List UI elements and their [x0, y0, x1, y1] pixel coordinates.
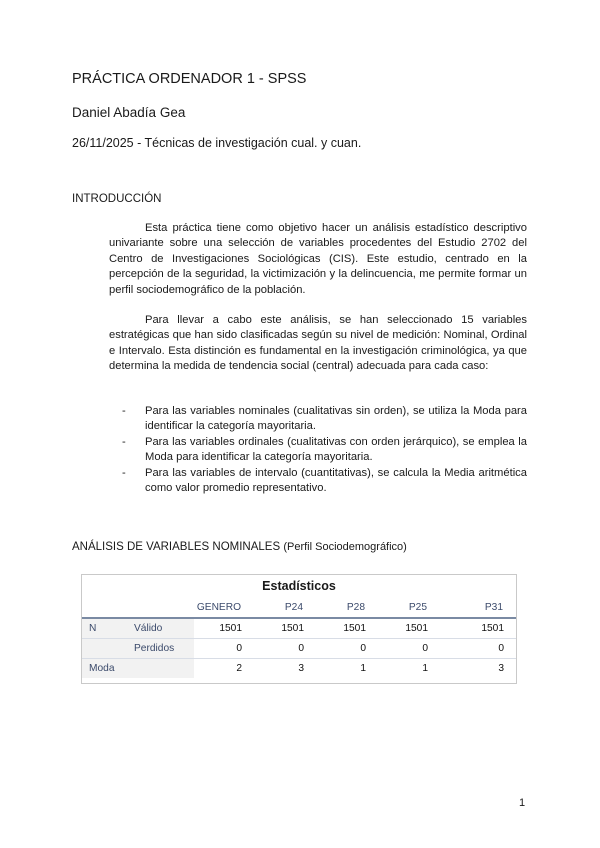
- table-cell: 0: [378, 639, 440, 659]
- column-header: P25: [408, 601, 427, 613]
- bullet-item: [122, 435, 527, 466]
- column-header: P24: [284, 601, 303, 613]
- table-header-row: [82, 597, 516, 618]
- spss-statistics-table: [81, 574, 517, 684]
- table-cell: 2: [236, 663, 242, 674]
- table-caption: Estadísticos: [262, 579, 336, 593]
- nominal-heading-sub: (Perfil Sociodemográfico): [283, 541, 407, 553]
- intro-paragraph-2: [109, 313, 527, 375]
- table-cell: 1501: [254, 618, 316, 639]
- bullet-dash: -: [122, 435, 126, 448]
- page-number: 1: [519, 797, 526, 809]
- table-cell: 0: [440, 639, 516, 659]
- bullet-text: Para las variables ordinales (cualitativas con orden jerárquico), se emplea la Moda para identificar la categoría mayoritaria.: [145, 435, 527, 464]
- table-cell: 1501: [316, 618, 378, 639]
- table-cell: 0: [254, 639, 316, 659]
- column-header: P28: [346, 601, 365, 613]
- measurement-bullet-list: [122, 404, 527, 496]
- bullet-dash: -: [122, 466, 126, 479]
- document-title: PRÁCTICA ORDENADOR 1 - SPSS: [72, 71, 307, 87]
- nominal-heading-main: ANÁLISIS DE VARIABLES NOMINALES: [72, 541, 281, 553]
- bullet-dash: -: [122, 405, 126, 417]
- bullet-item: [122, 404, 527, 435]
- nominal-analysis-heading: [72, 541, 407, 553]
- intro-paragraph-1-text: Esta práctica tiene como objetivo hacer un análisis estadístico descriptivo univariante sobre una selección de variables procedentes del Estudio 2702 del Centro de Investigaciones Sociológicas (CIS). Este estudio, centrado en la percepción de la seguridad, la victimización y la delincuencia, me permite formar un perfil sociodemográfico de la población.: [109, 222, 527, 296]
- column-header: P31: [484, 601, 503, 613]
- intro-paragraph-2-text: Para llevar a cabo este análisis, se han seleccionado 15 variables estratégicas que han sido clasificadas según su nivel de medición: Nominal, Ordinal e Intervalo. Esta distinción es fundamental en la investigación criminológica, ya que determina la medida de tendencia social (central) adecuada para cada caso:: [109, 314, 527, 373]
- row-label: Válido: [127, 618, 194, 639]
- date-line: 26/11/2025 - Técnicas de investigación cual. y cuan.: [72, 136, 362, 150]
- row-group-label: N: [82, 618, 127, 639]
- row-label: Perdidos: [127, 639, 194, 659]
- intro-paragraph-1: [109, 221, 527, 298]
- table-cell: 3: [498, 663, 504, 674]
- table-cell: 3: [298, 663, 304, 674]
- table-row: [82, 639, 516, 659]
- table-cell: 1501: [440, 618, 516, 639]
- row-label: Moda: [82, 659, 194, 679]
- bullet-text: Para las variables nominales (cualitativas sin orden), se utiliza la Moda para identificar la categoría mayoritaria.: [145, 405, 527, 433]
- table-row: [82, 618, 516, 639]
- table-cell: 1501: [194, 618, 254, 639]
- bullet-item: [122, 466, 527, 497]
- intro-heading: INTRODUCCIÓN: [72, 193, 162, 205]
- table-cell: 1: [360, 663, 366, 674]
- table-cell: 1: [422, 663, 428, 674]
- table-cell: 0: [194, 639, 254, 659]
- author-name: Daniel Abadía Gea: [72, 105, 186, 120]
- bullet-text: Para las variables de intervalo (cuantitativas), se calcula la Media aritmética como valor promedio representativo.: [145, 466, 527, 495]
- table-row: [82, 659, 516, 679]
- table-cell: 0: [316, 639, 378, 659]
- column-header: GENERO: [196, 601, 241, 613]
- table-cell: 1501: [378, 618, 440, 639]
